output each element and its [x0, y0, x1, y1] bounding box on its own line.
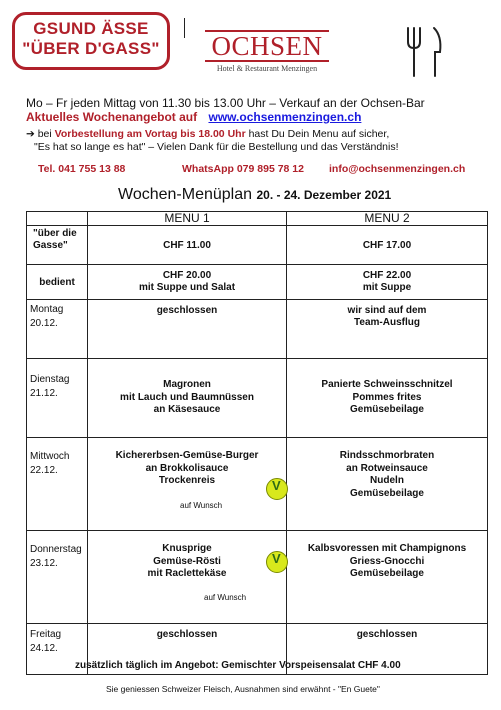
footer-meat-note: Sie geniessen Schweizer Fleisch, Ausnahmen sind erwähnt - "En Guete" — [106, 684, 380, 694]
menu1-tuesday — [88, 359, 287, 438]
price-menu2-served — [287, 265, 488, 300]
price-menu2-takeaway: CHF 17.00 — [287, 226, 488, 265]
ochsen-logo-sub: Hotel & Restaurant Menzingen — [216, 64, 318, 73]
dish-line: Team-Ausflug — [354, 317, 420, 328]
preorder-deadline: Vorbestellung am Vortag bis 18.00 Uhr — [54, 128, 246, 140]
menu2-monday — [287, 300, 488, 359]
dish-line: Gemüsebeilage — [350, 487, 424, 499]
dish-line: an Käsesauce — [153, 404, 221, 416]
dish-line: an Brokkolisauce — [145, 462, 229, 474]
price-menu1-served-amount: CHF 20.00 — [162, 270, 212, 281]
menu1-thursday — [88, 531, 287, 624]
title-dates: 20. - 24. Dezember 2021 — [256, 188, 392, 202]
day-row-tuesday — [27, 359, 488, 438]
opening-hours: Mo – Fr jeden Mittag von 11.30 bis 13.00 Uhr – Verkauf an der Ochsen-Bar — [26, 96, 425, 110]
menu2-thursday — [287, 531, 488, 624]
dish-line: Trockenreis — [158, 475, 216, 486]
dish-line: Magronen — [163, 379, 211, 391]
table-header-menu1: MENU 1 — [88, 212, 287, 226]
dish-line: Kichererbsen-Gemüse-Burger — [115, 450, 259, 461]
menu2-wednesday — [287, 438, 488, 531]
day-date: 24.12. — [30, 643, 58, 654]
day-name: Freitag — [30, 629, 62, 640]
dish-line: mit Lauch und Baumnüssen — [120, 391, 254, 403]
menu2-tuesday — [287, 359, 488, 438]
day-label-monday — [27, 300, 88, 359]
day-name: Montag — [30, 304, 64, 315]
on-request-note: auf Wunsch — [180, 501, 223, 510]
menu1-wednesday — [88, 438, 287, 531]
dish-line: geschlossen — [356, 629, 418, 640]
gsund-logo-line1: GSUND ÄSSE — [33, 19, 149, 38]
day-date: 20.12. — [30, 318, 58, 329]
contact-phone[interactable]: Tel. 041 755 13 88 — [38, 163, 126, 175]
dish-line: Gemüsebeilage — [350, 568, 424, 579]
table-header-row — [27, 212, 488, 226]
dish-line: mit Raclettekäse — [147, 568, 227, 579]
vegan-badge-icon — [266, 551, 288, 573]
table-header-empty — [27, 212, 88, 226]
day-date: 23.12. — [30, 558, 58, 569]
price-menu1-takeaway: CHF 11.00 — [88, 226, 287, 265]
footer-starter-offer: zusätzlich täglich im Angebot: Gemischter Vorspeisensalat CHF 4.00 — [75, 660, 401, 671]
day-date: 21.12. — [30, 388, 58, 399]
dish-line: Knusprige — [162, 543, 212, 554]
page-title — [118, 186, 391, 204]
weekly-offer-label: Aktuelles Wochenangebot auf — [26, 110, 198, 124]
availability-note: "Es hat so lange es hat" – Vielen Dank für die Bestellung und das Verständnis! — [34, 141, 399, 153]
divider — [184, 18, 185, 38]
price-menu1-served — [88, 265, 287, 300]
day-name: Donnerstag — [30, 544, 82, 555]
dish-line: Panierte Schweinsschnitzel — [321, 379, 453, 391]
dish-line: Rindsschmorbraten — [339, 450, 435, 461]
gsund-logo — [12, 12, 170, 70]
weekly-offer-line — [26, 110, 361, 124]
price-label-served: bedient — [27, 265, 88, 300]
ochsen-logo — [205, 30, 329, 73]
day-name: Mittwoch — [30, 451, 70, 462]
title-main: Wochen-Menüplan — [118, 186, 253, 203]
day-label-tuesday — [27, 359, 88, 438]
dish-line: geschlossen — [156, 305, 218, 316]
price-row-served — [27, 265, 488, 300]
dish-line: wir sind auf dem — [347, 305, 427, 316]
price-label-takeaway: "über die Gasse" — [27, 226, 88, 265]
menu1-monday — [88, 300, 287, 359]
dish-line: Gemüse-Rösti — [153, 555, 221, 567]
contact-whatsapp[interactable]: WhatsApp 079 895 78 12 — [182, 163, 304, 175]
dish-line: Pommes frites — [352, 391, 422, 403]
dish-line: Gemüsebeilage — [350, 404, 424, 416]
fork-knife-icon — [404, 26, 444, 78]
website-link[interactable]: www.ochsenmenzingen.ch — [208, 110, 362, 124]
preorder-prefix: ➔ bei — [26, 128, 55, 140]
price-menu2-served-desc: mit Suppe — [362, 282, 412, 293]
ochsen-logo-name: OCHSEN — [205, 30, 329, 62]
day-row-monday — [27, 300, 488, 359]
contact-email[interactable]: info@ochsenmenzingen.ch — [329, 163, 466, 175]
on-request-note: auf Wunsch — [204, 593, 247, 602]
day-row-thursday — [27, 531, 488, 624]
preorder-line — [26, 128, 389, 140]
day-label-wednesday — [27, 438, 88, 531]
day-label-thursday — [27, 531, 88, 624]
table-header-menu2: MENU 2 — [287, 212, 488, 226]
dish-line: geschlossen — [156, 629, 218, 640]
dish-line: Griess-Gnocchi — [349, 555, 425, 567]
price-menu1-served-desc: mit Suppe und Salat — [138, 282, 236, 293]
price-row-takeaway — [27, 226, 488, 265]
day-row-wednesday — [27, 438, 488, 531]
preorder-suffix: hast Du Dein Menu auf sicher, — [245, 128, 390, 140]
menu-table — [26, 211, 488, 675]
dish-line: an Rotweinsauce — [346, 462, 428, 474]
day-name: Dienstag — [30, 374, 70, 385]
gsund-logo-line2: "ÜBER D'GASS" — [22, 39, 160, 58]
vegan-badge-icon — [266, 478, 288, 500]
day-date: 22.12. — [30, 465, 58, 476]
price-menu2-served-amount: CHF 22.00 — [362, 270, 412, 281]
dish-line: Nudeln — [370, 475, 404, 486]
dish-line: Kalbsvoressen mit Champignons — [307, 543, 467, 554]
